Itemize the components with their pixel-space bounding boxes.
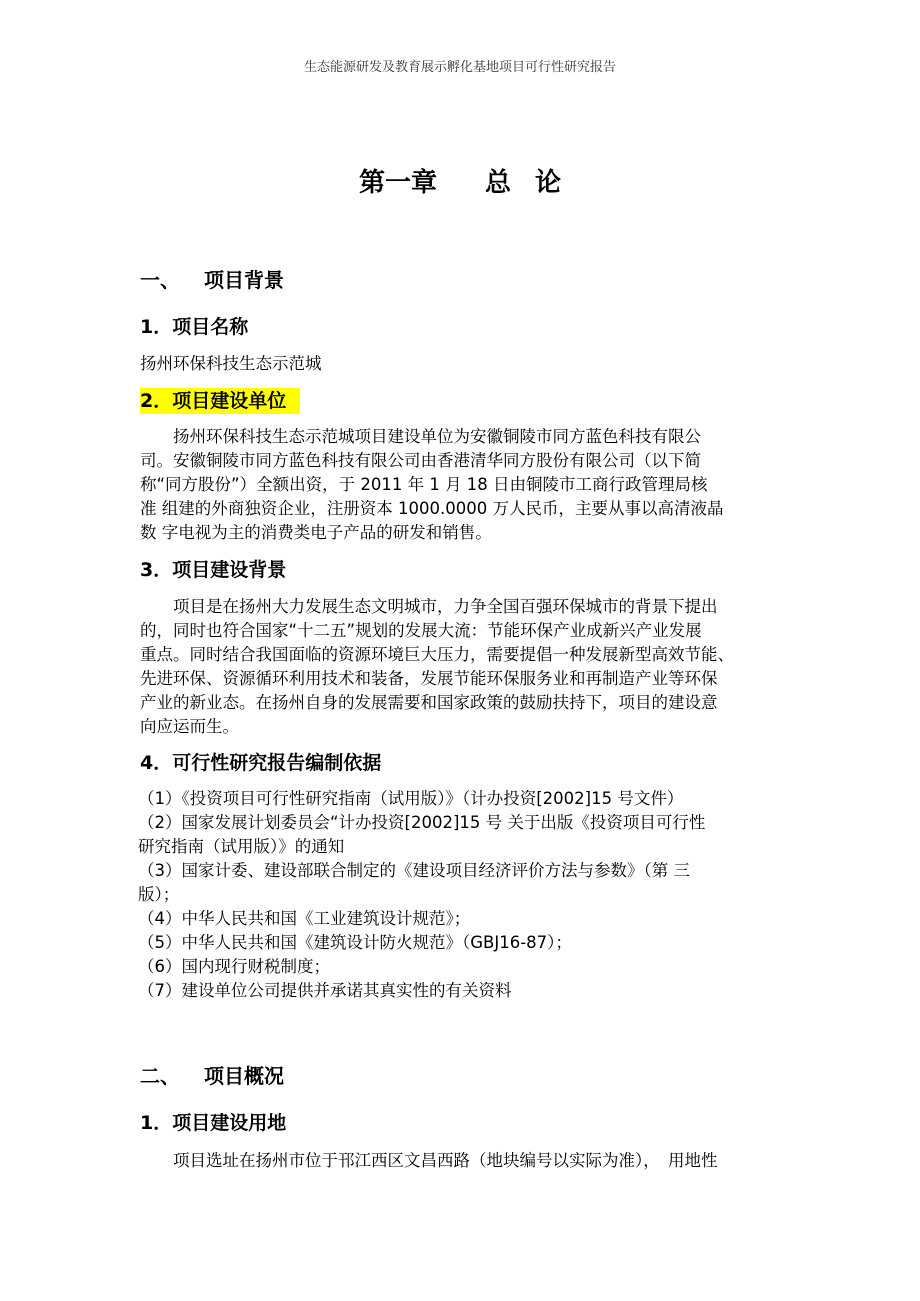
basis-item: （6）国内现行财税制度； [138, 957, 330, 976]
project-name-text: 扬州环保科技生态示范城 [140, 354, 322, 373]
basis-item: （1）《投资项目可行性研究指南（试用版）》（计办投资[2002]15 号文件） [138, 789, 684, 808]
chapter-title [0, 166, 920, 200]
chapter-label: 第一章 [358, 168, 437, 198]
subheading-construction-land: 1．项目建设用地 [140, 1112, 287, 1134]
basis-item: （2）国家发展计划委员会“计办投资[2002]15 号 关于出版《投资项目可行性 [138, 813, 706, 832]
construction-unit-line: 数 字电视为主的消费类电子产品的研发和销售。 [140, 523, 492, 542]
basis-item: （5）中华人民共和国《建筑设计防火规范》（GBJ16-87）； [138, 933, 572, 952]
construction-unit-line: 扬州环保科技生态示范城项目建设单位为安徽铜陵市同方蓝色科技有限公 [140, 427, 701, 446]
running-header: 生态能源研发及教育展示孵化基地项目可行性研究报告 [303, 60, 616, 75]
construction-unit-line: 准 组建的外商独资企业，注册资本 1000.0000 万人民币，主要从事以高清液晶 [140, 499, 724, 518]
basis-item: 版）； [138, 885, 180, 904]
chapter-title-char-2: 论 [535, 168, 562, 198]
background-line: 产业的新业态。在扬州自身的发展需要和国家政策的鼓励扶持下，项目的建设意 [140, 693, 718, 712]
background-line: 重点。同时结合我国面临的资源环境巨大压力，需要提倡一种发展新型高效节能、 [140, 645, 734, 664]
background-line: 项目是在扬州大力发展生态文明城市，力争全国百强环保城市的背景下提出 [140, 597, 718, 616]
chapter-title-char-1: 总 [484, 168, 511, 198]
subheading-construction-unit: 2．项目建设单位 [140, 388, 300, 414]
section-title: 项目背景 [204, 268, 284, 292]
subheading-project-name: 1．项目名称 [140, 316, 249, 338]
background-line: 的，同时也符合国家“十二五”规划的发展大流：节能环保产业成新兴产业发展 [140, 621, 702, 640]
subheading-construction-background: 3．项目建设背景 [140, 559, 287, 581]
section-number: 二、 [140, 1064, 180, 1088]
background-line: 先进环保、资源循环利用技术和装备，发展节能环保服务业和再制造产业等环保 [140, 669, 718, 688]
section-number: 一、 [140, 268, 180, 292]
section-title: 项目概况 [204, 1064, 284, 1088]
background-line: 向应运而生。 [140, 717, 239, 736]
basis-item: （4）中华人民共和国《工业建筑设计规范》； [138, 909, 471, 928]
construction-unit-line: 司。安徽铜陵市同方蓝色科技有限公司由香港清华同方股份有限公司（以下简 [140, 451, 701, 470]
basis-item: （7）建设单位公司提供并承诺其真实性的有关资料 [138, 981, 512, 1000]
subheading-feasibility-basis: 4．可行性研究报告编制依据 [140, 752, 382, 774]
section-heading-background [140, 266, 284, 294]
land-line: 项目选址在扬州市位于邗江西区文昌西路（地块编号以实际为准）， 用地性 [140, 1151, 718, 1170]
basis-item: 研究指南（试用版）》的通知 [138, 837, 345, 856]
construction-unit-line: 称“同方股份”）全额出资，于 2011 年 1 月 18 日由铜陵市工商行政管理局核 [140, 475, 708, 494]
basis-item: （3）国家计委、建设部联合制定的《建设项目经济评价方法与参数》（第 三 [138, 861, 690, 880]
section-heading-overview [140, 1062, 284, 1090]
